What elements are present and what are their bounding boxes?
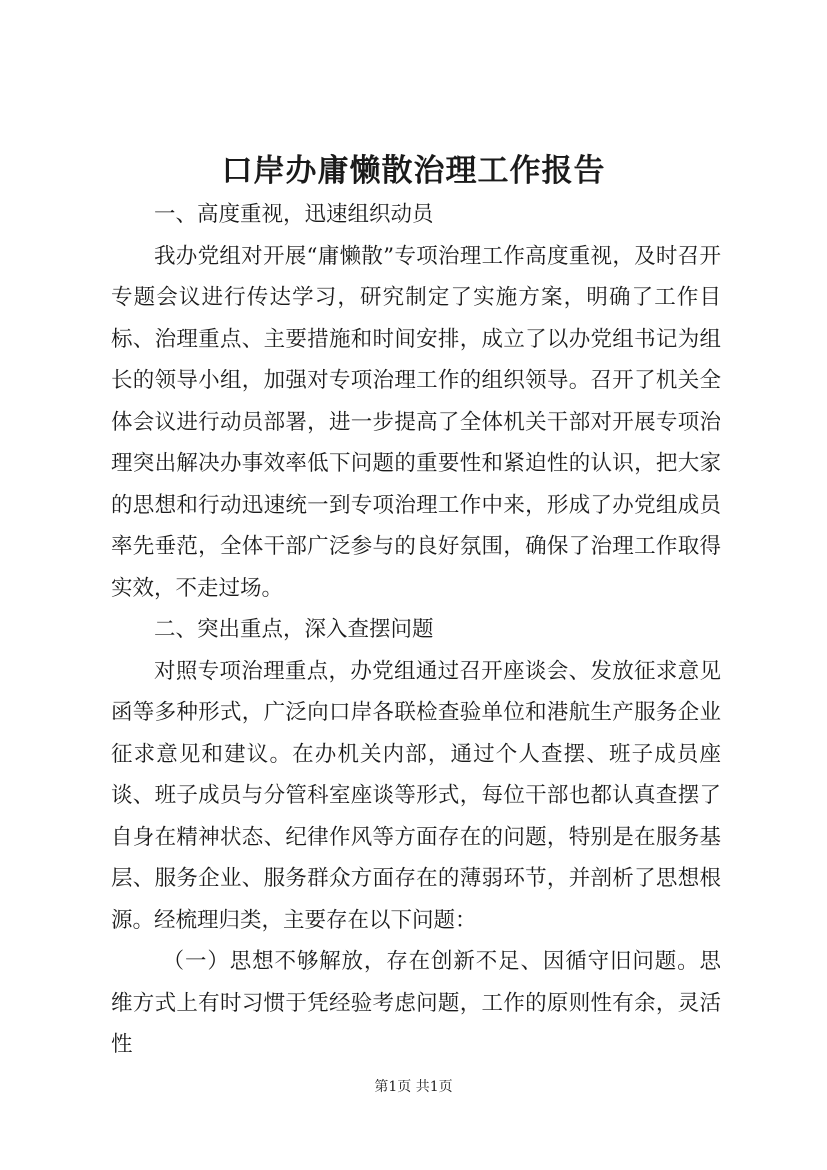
paragraph-1: 我办党组对开展“庸懒散”专项治理工作高度重视，及时召开专题会议进行传达学习，研究制定了实施方案，明确了工作目标、治理重点、主要措施和时间安排，成立了以办党组书记为组长的领导小组，加强对专项治理工作的组织领导。召开了机关全体会议进行动员部署，进一步提高了全体机关干部对开展专项治理突出解决办事效率低下问题的重要性和紧迫性的认识，把大家的思想和行动迅速统一到专项治理工作中来，形成了办党组成员率先垂范，全体干部广泛参与的良好氛围，确保了治理工作取得实效，不走过场。 (111, 243, 721, 601)
section-heading-1: 一、高度重视，迅速组织动员 (154, 202, 434, 227)
document-body (111, 194, 721, 1066)
paragraph-2: 对照专项治理重点，办党组通过召开座谈会、发放征求意见函等多种形式，广泛向口岸各联检查验单位和港航生产服务企业征求意见和建议。在办机关内部，通过个人查摆、班子成员座谈、班子成员与分管科室座谈等形式，每位干部也都认真查摆了自身在精神状态、纪律作风等方面存在的问题，特别是在服务基层、服务企业、服务群众方面存在的薄弱环节，并剖析了思想根源。经梳理归类，主要存在以下问题： (111, 658, 721, 933)
section-heading-2: 二、突出重点，深入查摆问题 (154, 617, 434, 642)
paragraph-3: （一）思想不够解放，存在创新不足、因循守旧问题。思维方式上有时习惯于凭经验考虑问题，工作的原则性有余，灵活性 (111, 949, 721, 1057)
document-title: 口岸办庸懒散治理工作报告 (221, 153, 606, 189)
page-footer: 第1页 共1页 (374, 1079, 453, 1095)
